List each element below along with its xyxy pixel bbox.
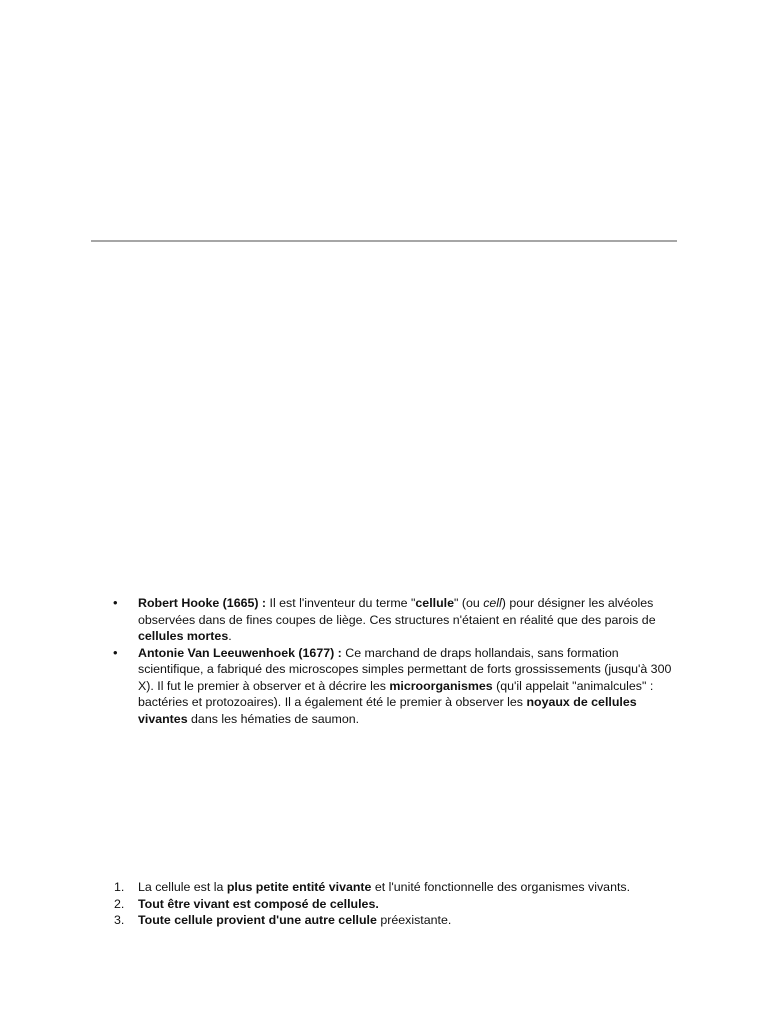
cell-theory-numbered-list bbox=[110, 879, 680, 929]
body-text: Ce marchand de draps hollandais, sans formation scientifique, a fabriqué des microscopes simples permettant de forts grossissements (jusqu'à 300 X). Il fut le premier à observer et à décrire les bbox=[138, 645, 672, 693]
list-item bbox=[110, 879, 680, 896]
body-text: préexistante. bbox=[376, 913, 452, 927]
number-marker: 1. bbox=[114, 880, 125, 894]
bullet-marker: • bbox=[113, 595, 118, 610]
italic-text: cell bbox=[483, 596, 502, 610]
body-text: La cellule est la bbox=[138, 880, 227, 894]
bullet-marker: • bbox=[113, 644, 118, 660]
body-text: " (ou bbox=[453, 596, 484, 610]
list-item bbox=[110, 645, 680, 728]
body-text: et l'unité fonctionnelle des organismes vivants. bbox=[371, 880, 631, 894]
body-text: . bbox=[228, 629, 232, 643]
list-item-text bbox=[138, 897, 379, 911]
body-text: (qu'il appelait "animalcules" : bactéries et protozoaires). Il a également été le premier à observer les bbox=[138, 678, 654, 709]
bold-text: cellule bbox=[415, 596, 454, 610]
list-item bbox=[110, 896, 680, 913]
list-item-text bbox=[138, 880, 630, 894]
body-text: ) pour désigner les alvéoles observées dans de fines coupes de liège. Ces structures n'étaient en réalité que des parois de bbox=[138, 596, 656, 627]
list-item-text bbox=[138, 646, 671, 726]
number-marker: 2. bbox=[114, 896, 125, 911]
bold-text: Toute cellule provient d'une autre cellule bbox=[138, 913, 377, 927]
bold-text: noyaux de cellules vivantes bbox=[138, 695, 637, 726]
body-text: Il est l'inventeur du terme " bbox=[266, 596, 416, 610]
body-text: dans les hématies de saumon. bbox=[187, 711, 360, 726]
history-bullet-list bbox=[110, 595, 680, 727]
list-item-text bbox=[138, 913, 451, 927]
number-marker: 3. bbox=[114, 913, 125, 927]
bold-text: cellules mortes bbox=[138, 629, 229, 643]
bold-text: Antonie Van Leeuwenhoek (1677) : bbox=[138, 645, 342, 660]
bold-text: Tout être vivant est composé de cellules. bbox=[138, 896, 379, 911]
list-item bbox=[110, 912, 680, 929]
list-item bbox=[110, 595, 680, 645]
list-item-text bbox=[138, 596, 656, 643]
bold-text: plus petite entité vivante bbox=[226, 880, 372, 894]
bold-text: Robert Hooke (1665) : bbox=[138, 596, 267, 610]
bold-text: microorganismes bbox=[389, 678, 493, 693]
horizontal-rule bbox=[91, 240, 677, 242]
